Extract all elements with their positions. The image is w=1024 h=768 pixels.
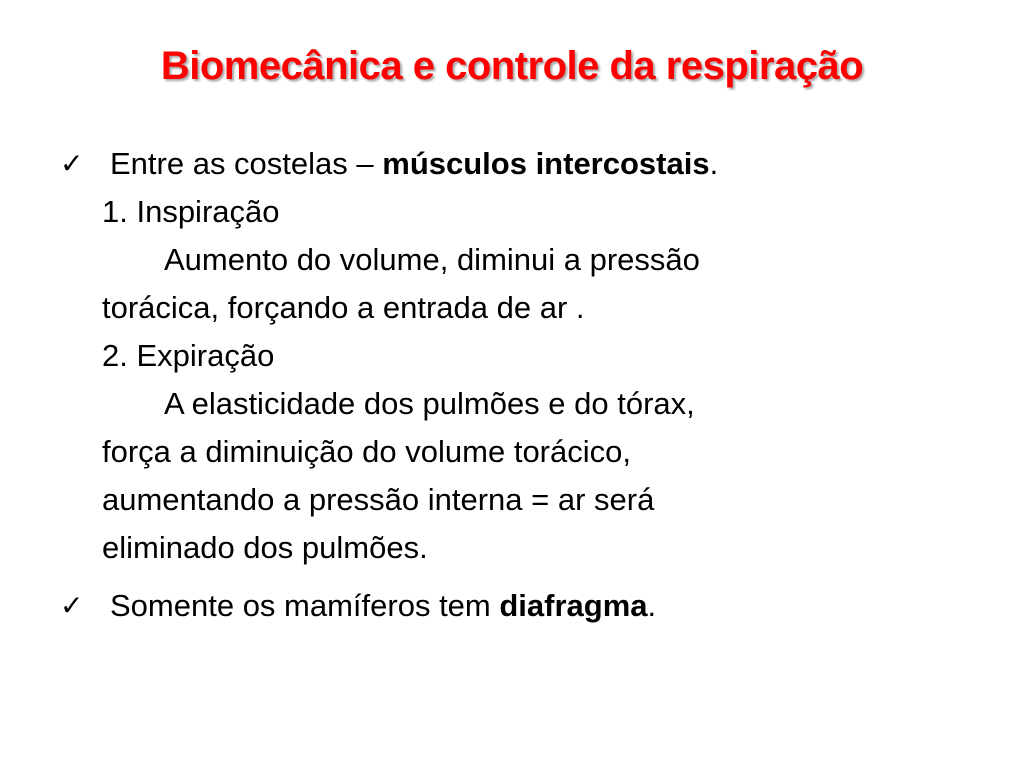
slide-title: Biomecânica e controle da respiração [160,44,864,88]
expiration-text-line-1: A elasticidade dos pulmões e do tórax, [164,386,695,421]
inspiration-text-line-1: Aumento do volume, diminui a pressão [164,242,700,277]
expiration-text-line-3: aumentando a pressão interna = ar será [102,482,655,517]
bullet-text-prefix: Somente os mamíferos tem [110,588,500,623]
bullet-text-suffix: . [647,588,657,623]
slide-content [60,140,920,630]
checkmark-icon: ✓ [60,148,84,179]
expiration-text-line-2: força a diminuição do volume torácico, [102,434,631,469]
inspiration-text-line-2: torácica, forçando a entrada de ar . [102,290,585,325]
inspiration-heading: 1. Inspiração [102,194,280,229]
expiration-heading: 2. Expiração [102,338,275,373]
checkmark-icon: ✓ [60,590,84,621]
bullet-text-diafragma [110,582,920,630]
bullet-text-intercostais [110,140,920,188]
bullet-item-intercostais [60,140,920,188]
bullet-text-prefix: Entre as costelas – [110,146,383,181]
bullet-text-bold: diafragma [499,588,648,623]
bullet-text-bold: músculos intercostais [382,146,710,181]
bullet-item-diafragma [60,582,920,630]
bullet-text-suffix: . [709,146,719,181]
expiration-text-line-4: eliminado dos pulmões. [102,530,428,565]
